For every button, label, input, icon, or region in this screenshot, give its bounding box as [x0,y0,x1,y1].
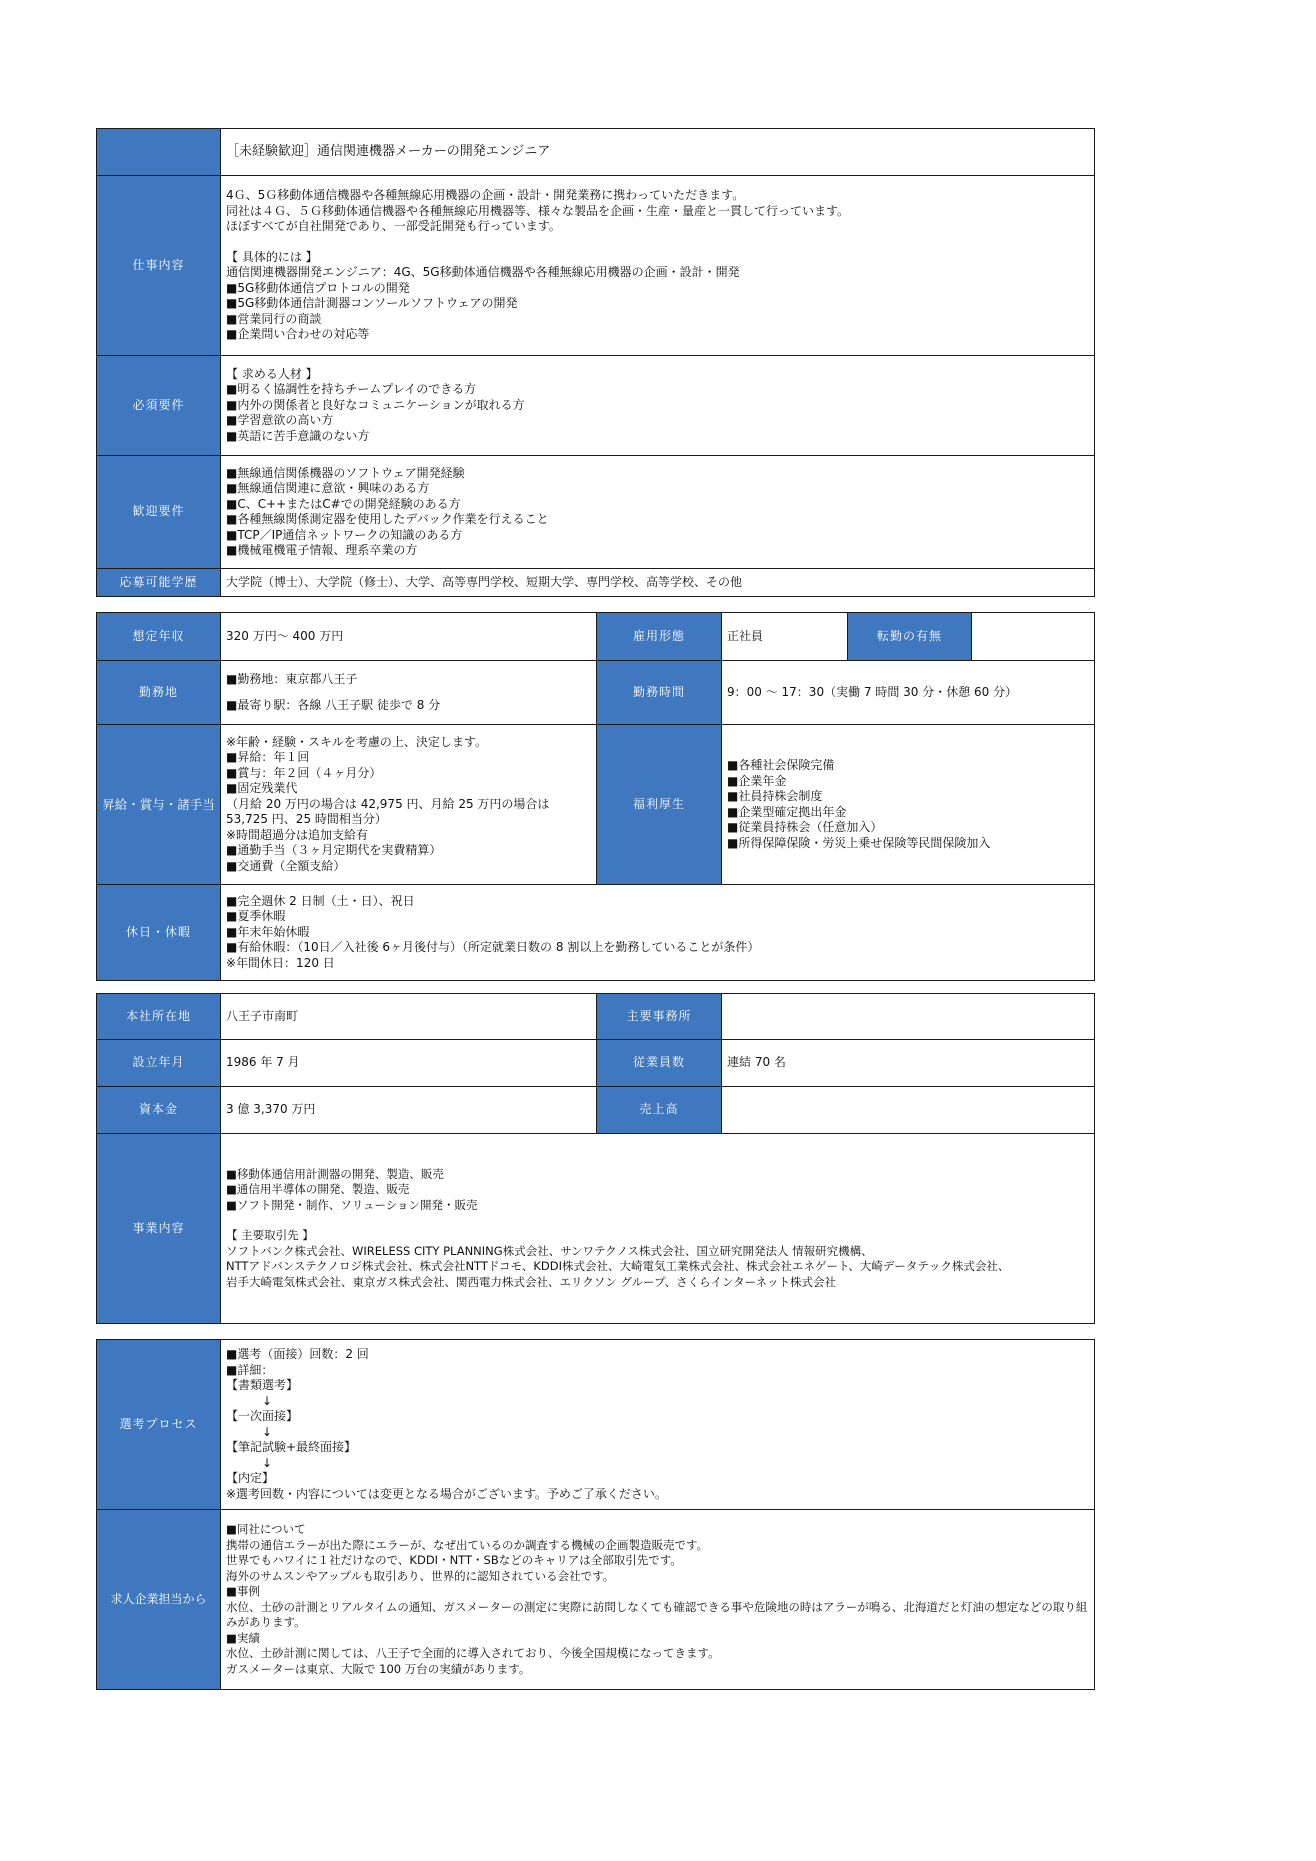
business-line: ソフトバンク株式会社、WIRELESS CITY PLANNING株式会社、サンワテクノス株式会社、国立研究開発法人 情報研究機構、 [226,1243,873,1258]
recruiter-line: 世界でもハワイに１社だけなので、KDDI・NTT・SBなどのキャリアは全部取引先です。 [226,1553,682,1567]
location-line: ■最寄り駅：各線 八王子駅 徒歩で 8 分 [226,698,441,712]
raise-line: ■固定残業代 [226,781,298,796]
capital-label: 資本金 [97,1087,221,1134]
company-section [96,993,1095,1324]
process-line: 【書類選考】 [226,1378,299,1392]
recruiter-line: ■実績 [226,1630,260,1645]
welcome-line: ■各種無線関係測定器を使用したデバック作業を行えること [226,512,549,526]
welfare-label: 福利厚生 [597,725,722,885]
welfare-line: ■社員持株会制度 [727,789,823,803]
recruiter-line: ■事例 [226,1584,260,1598]
recruiter-line: 携帯の通信エラーが出た際にエラーが、なぜ出ているのか調査する機械の企画製造販売です。 [226,1537,709,1552]
location-label: 勤務地 [97,661,221,725]
welcome-line: ■C、C++またはC#での開発経験のある方 [226,496,461,511]
office-value [722,994,1095,1040]
welcome-line: ■無線通信関係機器のソフトウェア開発経験 [226,465,465,480]
capital-value: 3 億 3,370 万円 [221,1087,597,1134]
raise-line: ※年齢・経験・スキルを考慮の上、決定します。 [226,734,487,749]
work-label: 仕事内容 [97,176,221,356]
selection-section [96,1339,1095,1690]
hq-label: 本社所在地 [97,994,221,1040]
welfare-line: ■企業型確定拠出年金 [727,804,847,819]
employees-value: 連結 70 名 [722,1040,1095,1087]
location-value [221,661,597,725]
recruiter-value [221,1510,1095,1690]
welfare-line: ■所得保障保険・労災上乗せ保険等民間保険加入 [727,835,991,850]
process-label: 選考プロセス [97,1340,221,1510]
required-line: ■英語に苦手意識のない方 [226,428,370,443]
conditions-section [96,612,1095,981]
process-line: 【筆記試験+最終面接】 [226,1440,357,1454]
raise-line: ■交通費（全額支給） [226,858,346,873]
required-label: 必須要件 [97,356,221,456]
transfer-value [972,613,1095,661]
work-line: 通信関連機器開発エンジニア：4G、5G移動体通信機器や各種無線応用機器の企画・設計・開発 [226,265,740,280]
business-label: 事業内容 [97,1134,221,1324]
work-line: 同社は４Ｇ、５Ｇ移動体通信機器や各種無線応用機器等、様々な製品を企画・生産・量産と一貫して行っています。 [226,203,850,218]
welcome-label: 歓迎要件 [97,456,221,569]
raise-line: ■賞与：年２回（４ヶ月分） [226,765,382,780]
holiday-line: ■夏季休暇 [226,909,286,924]
required-line: ■明るく協調性を持ちチームプレイのできる方 [226,382,477,397]
welfare-line: ■従業員持株会（任意加入） [727,820,883,834]
work-line: 【 具体的には 】 [226,249,318,264]
hq-value: 八王子市南町 [221,994,597,1040]
welfare-line: ■企業年金 [727,773,787,788]
holiday-line: ※年間休日：120 日 [226,955,335,970]
holiday-line: ■有給休暇：（10日／入社後 6ヶ月後付与）（所定就業日数の 8 割以上を勤務していることが条件） [226,940,760,955]
process-line: ※選考回数・内容については変更となる場合がございます。予めご了承ください。 [226,1486,667,1501]
business-line: 岩手大崎電気株式会社、東京ガス株式会社、関西電力株式会社、エリクソン グループ、さくらインターネット株式会社 [226,1274,837,1289]
education-label: 応募可能学歴 [97,569,221,597]
education-value: 大学院（博士）、大学院（修士）、大学、高等専門学校、短期大学、専門学校、高等学校、その他 [221,569,1095,597]
raise-line: ■通勤手当（３ヶ月定期代を実費精算） [226,843,442,858]
recruiter-line: ガスメーターは東京、大阪で 100 万台の実績があります。 [226,1661,531,1676]
business-line: ■移動体通信用計測器の開発、製造、販売 [226,1166,444,1181]
location-line: ■勤務地：東京都八王子 [226,671,358,686]
employment-value: 正社員 [722,613,848,661]
founded-label: 設立年月 [97,1040,221,1087]
welcome-line: ■TCP／IP通信ネットワークの知識のある方 [226,527,463,542]
raise-line: ■昇給：年１回 [226,750,310,765]
process-line: 【一次面接】 [226,1409,299,1423]
job-title: ［未経験歓迎］通信関連機器メーカーの開発エンジニア [221,129,1095,176]
founded-value: 1986 年 7 月 [221,1040,597,1087]
holiday-line: ■完全週休 2 日制（土・日）、祝日 [226,893,415,908]
welfare-line: ■各種社会保険完備 [727,758,835,772]
raise-value [221,725,597,885]
required-line: 【 求める人材 】 [226,366,318,381]
work-line: ■5G移動体通信計測器コンソールソフトウェアの開発 [226,296,518,311]
business-line: NTTアドバンステクノロジ株式会社、株式会社NTTドコモ、KDDI株式会社、大崎電気工業株式会社、株式会社エネゲート、大崎データテック株式会社、 [226,1259,1010,1274]
sales-value [722,1087,1095,1134]
holiday-label: 休日・休暇 [97,885,221,981]
sales-label: 売上高 [597,1087,722,1134]
job-title-label [97,129,221,176]
recruiter-line: 水位、土砂計測に関しては、八王子で全面的に導入されており、今後全国規模になってきます。 [226,1646,720,1660]
salary-value: 320 万円～ 400 万円 [221,613,597,661]
process-arrow: ↓ [226,1424,273,1439]
recruiter-line: 海外のサムスンやアップルも取引あり、世界的に認知されている会社です。 [226,1568,615,1583]
process-value [221,1340,1095,1510]
required-line: ■学習意欲の高い方 [226,413,334,428]
welfare-value [722,725,1095,885]
hours-value: 9：00 ～ 17：30（実働 7 時間 30 分・休憩 60 分） [722,661,1095,725]
holiday-line: ■年末年始休暇 [226,924,310,939]
raise-line: 53,725 円、25 時間相当分） [226,812,387,827]
raise-line: （月給 20 万円の場合は 42,975 円、月給 25 万円の場合は [226,796,550,811]
process-arrow: ↓ [226,1455,273,1470]
employment-label: 雇用形態 [597,613,722,661]
transfer-label: 転勤の有無 [848,613,972,661]
work-line: ほぼすべてが自社開発であり、一部受託開発も行っています。 [226,219,561,234]
welcome-content [221,456,1095,569]
work-line: ■企業問い合わせの対応等 [226,327,370,342]
process-line: ■選考（面接）回数：2 回 [226,1347,369,1361]
welcome-line: ■機械電機電子情報、理系卒業の方 [226,543,418,557]
business-line: 【 主要取引先 】 [226,1228,314,1243]
holiday-value [221,885,1095,981]
business-line: ■ソフト開発・制作、ソリューション開発・販売 [226,1197,478,1212]
business-line: ■通信用半導体の開発、製造、販売 [226,1182,410,1197]
salary-label: 想定年収 [97,613,221,661]
process-line: ■詳細： [226,1362,274,1377]
work-content [221,176,1095,356]
recruiter-line: 水位、土砂の計測とリアルタイムの通知、ガスメーターの測定に実際に訪問しなくても確認できる事や危険地の時はアラーが鳴る、北海道だと灯油の想定などの取り組みがあります。 [226,1599,1088,1629]
work-line: ■営業同行の商談 [226,311,322,326]
recruiter-label: 求人企業担当から [97,1510,221,1690]
work-line: ■5G移動体通信プロトコルの開発 [226,280,410,295]
required-content [221,356,1095,456]
process-line: 【内定】 [226,1471,275,1485]
recruiter-line: ■同社について [226,1522,306,1536]
welcome-line: ■無線通信関連に意欲・興味のある方 [226,481,430,495]
hours-label: 勤務時間 [597,661,722,725]
employees-label: 従業員数 [597,1040,722,1087]
business-value [221,1134,1095,1324]
work-line: 4Ｇ、5Ｇ移動体通信機器や各種無線応用機器の企画・設計・開発業務に携わっていただきます。 [226,188,745,203]
process-arrow: ↓ [226,1393,273,1408]
required-line: ■内外の関係者と良好なコミュニケーションが取れる方 [226,397,525,412]
raise-label: 昇給・賞与・諸手当 [97,725,221,885]
raise-line: ※時間超過分は追加支給有 [226,827,369,842]
job-section [96,128,1095,597]
office-label: 主要事務所 [597,994,722,1040]
